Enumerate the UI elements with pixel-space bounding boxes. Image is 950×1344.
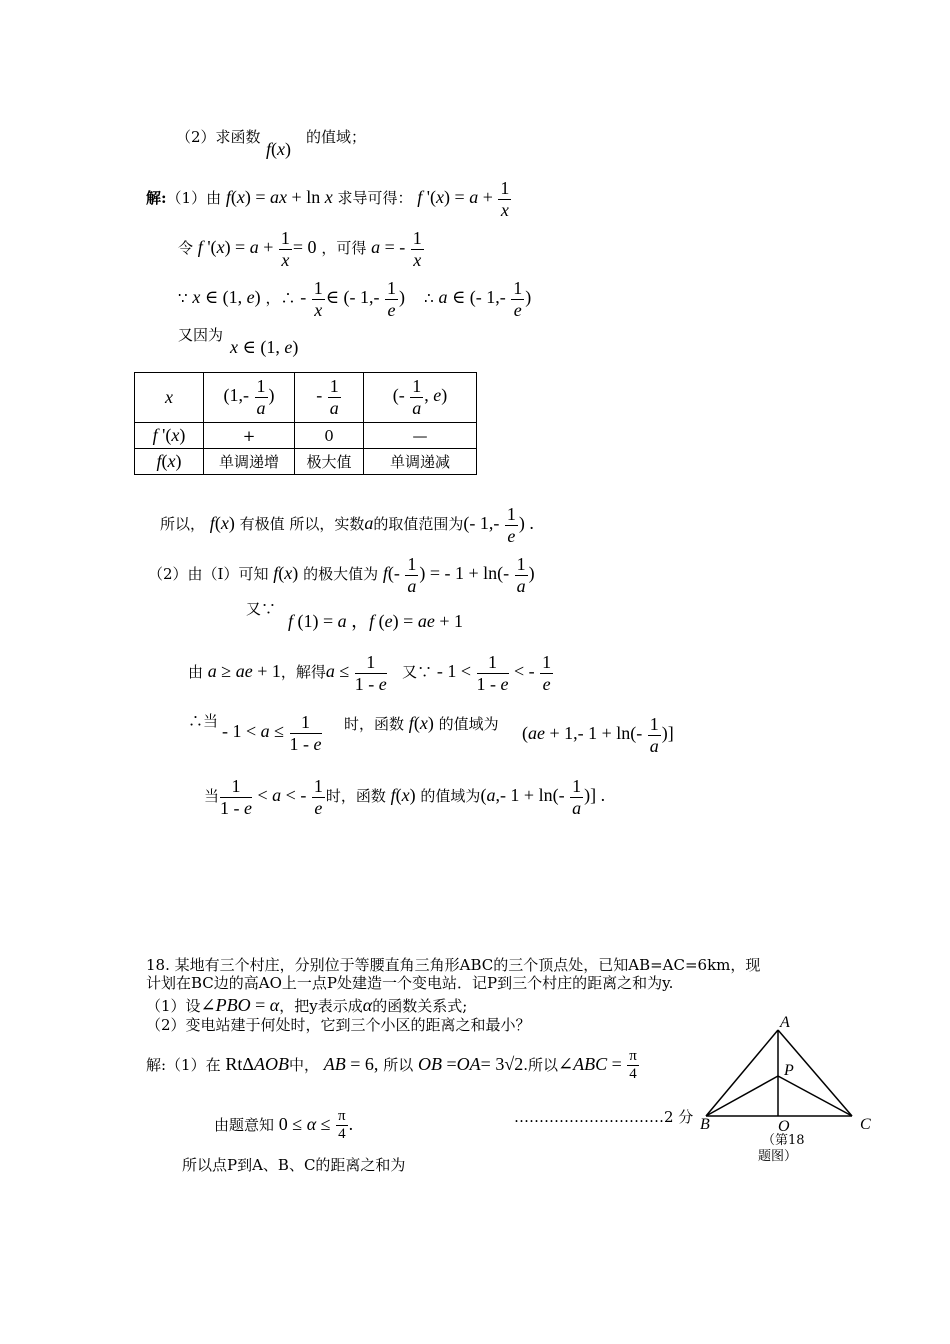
table-cell: 单调递增 bbox=[204, 449, 295, 475]
segment-pb bbox=[706, 1076, 778, 1116]
part2-line-4-math: - 1 < a ≤ $\frac{1}{1 - e}$ bbox=[222, 712, 322, 754]
figure-caption-1: （第18 bbox=[762, 1133, 805, 1148]
table-label-fprime: f '(x) bbox=[135, 423, 204, 449]
math-x-in: x ∈ (1, e) bbox=[230, 337, 299, 357]
label-a: A bbox=[780, 1014, 790, 1031]
part2-line-4: ∴当 bbox=[188, 712, 219, 730]
sol-line-3: ∵ x ∈ (1, e) ，∴ - $\frac{1}{x}$ ∈ (- 1,- $\frac{1}{e}$ ) ∴ a ∈ (- 1,- $\frac{1}{e}$ ) bbox=[178, 278, 532, 320]
line-q2: （2）求函数 bbox=[176, 128, 261, 146]
part2-line-1: （2）由（Ⅰ）可知 f(x) 的极大值为 f(- $\frac{1}{a}$ ) = - 1 + ln(- $\frac{1}{a}$ ) bbox=[148, 554, 535, 596]
part2-line-2: 又∵ bbox=[246, 600, 277, 618]
math-f1-fe: f (1) = a ，f (e) = ae + 1 bbox=[288, 611, 463, 631]
q18-line-3: （1）设∠PBO = α，把y表示成α的函数关系式; bbox=[146, 995, 468, 1015]
line-q2-tail: 的值域； bbox=[306, 128, 367, 146]
figure-caption-2: 题图） bbox=[758, 1149, 798, 1164]
table-head-x: x bbox=[135, 373, 204, 423]
sol-line-2: 令 f '(x) = a + $\frac{1}{x}$ = 0 ，可得 a = - $\frac{1}{x}$ bbox=[178, 228, 422, 270]
table-cell: 0 bbox=[295, 423, 364, 449]
part2-line-3: 由 a ≥ ae + 1，解得a ≤ $\frac{1}{1 - e}$ 又∵ - 1 < $\frac{1}{1 - e}$ < - $\frac{1}{e}$ bbox=[188, 652, 552, 694]
monotonic-table bbox=[134, 372, 477, 475]
sol-line-5: 所以， f(x) 有极值 所以，实数a的取值范围为(- 1,- $\frac{1}{e}$ ) . bbox=[160, 504, 534, 546]
q18-ans-line-1: 解:（1）在 RtΔAOB中， AB = 6, 所以 OB =OA= 3√2.所以∠ABC = $\frac{\pi}{4}$ bbox=[146, 1048, 637, 1083]
label-c: C bbox=[860, 1116, 871, 1133]
part2-line-4-b: 时，函数 f(x) 的值域为 bbox=[344, 713, 499, 733]
table-label-f: f(x) bbox=[135, 449, 204, 475]
q18-ans-line-3: 所以点P到A、B、C的距离之和为 bbox=[182, 1156, 406, 1174]
table-cell: + bbox=[204, 423, 295, 449]
label-p: P bbox=[784, 1062, 794, 1079]
q18-ans-line-2: 由题意知 0 ≤ α ≤ $\frac{\pi}{4}$ . bbox=[214, 1108, 354, 1143]
table-head-int1: (1,- $\frac{1}{a}$ ) bbox=[204, 373, 295, 423]
table-head-point: - $\frac{1}{a}$ bbox=[295, 373, 364, 423]
table-head-int2: (- $\frac{1}{a}$ , e) bbox=[364, 373, 477, 423]
sol-line-4: 又因为 bbox=[178, 326, 224, 344]
label-o: O bbox=[778, 1118, 790, 1135]
segment-pc bbox=[778, 1076, 852, 1116]
score-2: …………………………2 分 bbox=[514, 1108, 694, 1126]
table-cell: 单调递减 bbox=[364, 449, 477, 475]
edge-ab bbox=[706, 1030, 778, 1116]
sol-line-1: 解:（1）由 f(x) = ax + ln x 求导可得： f '(x) = a + $\frac{1}{x}$ bbox=[146, 178, 510, 220]
label-b: B bbox=[700, 1116, 710, 1133]
part2-line-5: 当 $\frac{1}{1 - e}$ < a < - $\frac{1}{e}$ 时，函数 f(x) 的值域为(a,- 1 + ln(- $\frac{1}{a}$ )] . bbox=[204, 776, 606, 818]
math-fx: f(x) bbox=[266, 139, 292, 159]
table-cell: — bbox=[364, 423, 477, 449]
table-cell: 极大值 bbox=[295, 449, 364, 475]
q18-line-1: 18. 某地有三个村庄，分别位于等腰直角三角形ABC的三个顶点处，已知AB=AC=6km，现 bbox=[146, 956, 761, 974]
q18-line-2: 计划在BC边的高AO上一点P处建造一个变电站．记P到三个村庄的距离之和为y. bbox=[146, 974, 674, 992]
q18-line-4: （2）变电站建于何处时，它到三个小区的距离之和最小？ bbox=[146, 1016, 531, 1034]
part2-line-4-range: (ae + 1,- 1 + ln(- $\frac{1}{a}$ )] bbox=[522, 714, 674, 756]
